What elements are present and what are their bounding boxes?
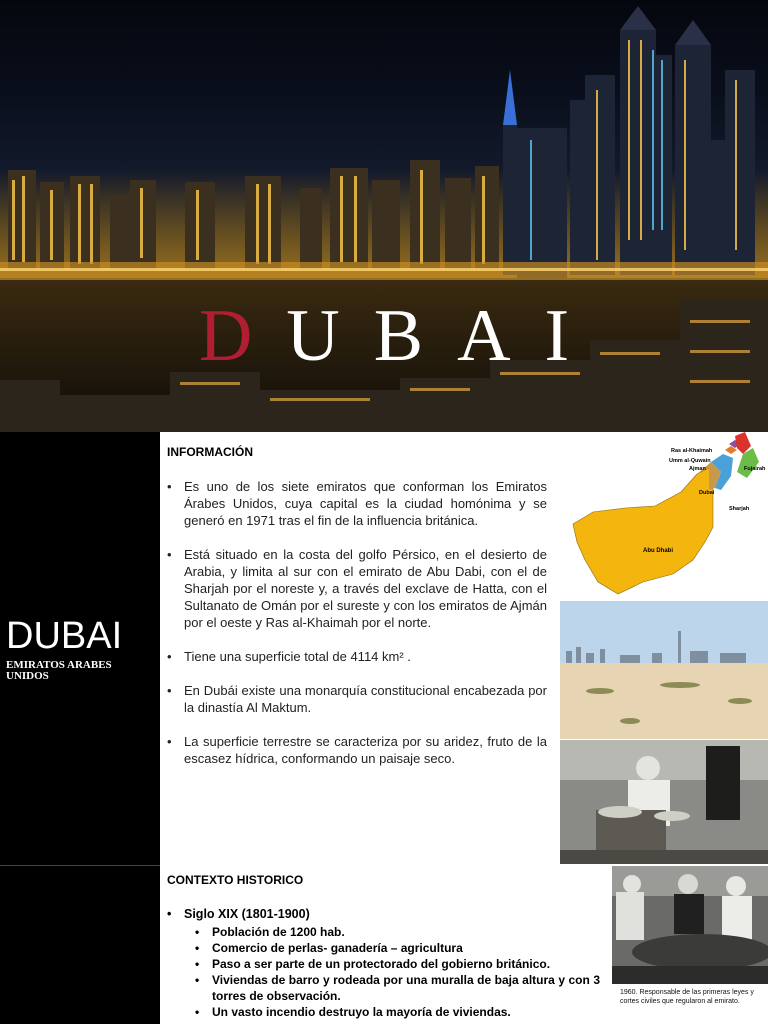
history-heading: CONTEXTO HISTORICO [167,873,304,887]
fujairah-region [737,448,759,478]
left-sidebar [0,432,160,1024]
sidebar-divider [0,865,160,866]
history-item: • Viviendas de barro y rodeada por una muralla de baja altura y con 3 torres de observación. [212,972,600,1004]
history-item: • Población de 1200 hab. [212,924,600,940]
map-label-fujairah: Fujairah [744,466,766,472]
sidebar-title: DUBAI [6,615,123,657]
info-bullet-list [167,478,547,784]
hero-title-rest: UBAI [286,295,604,377]
uae-map [563,432,768,600]
history-period: • Siglo XIX (1801-1900) [184,906,600,922]
info-bullet: • La superficie terrestre se caracteriza por su aridez, fruto de la escasez hídrica, conformando un paisaje seco. [167,733,547,767]
info-bullet: • En Dubái existe una monarquía constitucional encabezada por la dinastía Al Maktum. [167,682,547,716]
hero-title [0,296,768,376]
map-label-ajman: Ajman [689,466,706,472]
map-label-abudhabi: Abu Dhabi [643,548,673,554]
history-items [184,924,600,1020]
photo-caption: 1960. Responsable de las primeras leyes y cortes civiles que regularon al emirato. [620,989,754,1005]
historic-market-photo [560,740,768,864]
map-label-umm: Umm al-Quwain [669,458,711,464]
sidebar-subtitle: EMIRATOS ARABES UNIDOS [6,659,112,682]
history-item: • Comercio de perlas- ganadería – agricultura [212,940,600,956]
historic-meeting-photo [612,866,768,984]
map-label-dubai: Dubai [699,490,715,496]
history-item: • Un vasto incendio destruyo la mayoría de viviendas. [212,1004,600,1020]
info-heading: INFORMACIÓN [167,445,253,459]
info-bullet: • Está situado en la costa del golfo Pérsico, en el desierto de Arabia, y limita al sur con el emirato de Abu Dabi, con el de Sharjah por el noreste y, a través del exclave de Hatta, con el Sultanato de Omán por el sureste y con los emiratos de Ajmán por el oeste y Ras al-Khaimah por el norte. [167,546,547,631]
hero-banner [0,0,768,432]
map-label-sharjah: Sharjah [729,506,750,512]
info-bullet: • Es uno de los siete emiratos que conforman los Emiratos Árabes Unidos, cuya capital es la ciudad homónima y se generó en 1971 tras el fin de la influencia británica. [167,478,547,529]
abu-dhabi-region [573,468,713,594]
desert-skyline-photo [560,601,768,739]
info-bullet: • Tiene una superficie total de 4114 km² . [167,648,547,665]
hero-title-initial: D [198,295,287,377]
history-list [184,906,600,1020]
map-label-ras: Ras al-Khaimah [671,448,713,454]
history-item: • Paso a ser parte de un protectorado del gobierno británico. [212,956,600,972]
